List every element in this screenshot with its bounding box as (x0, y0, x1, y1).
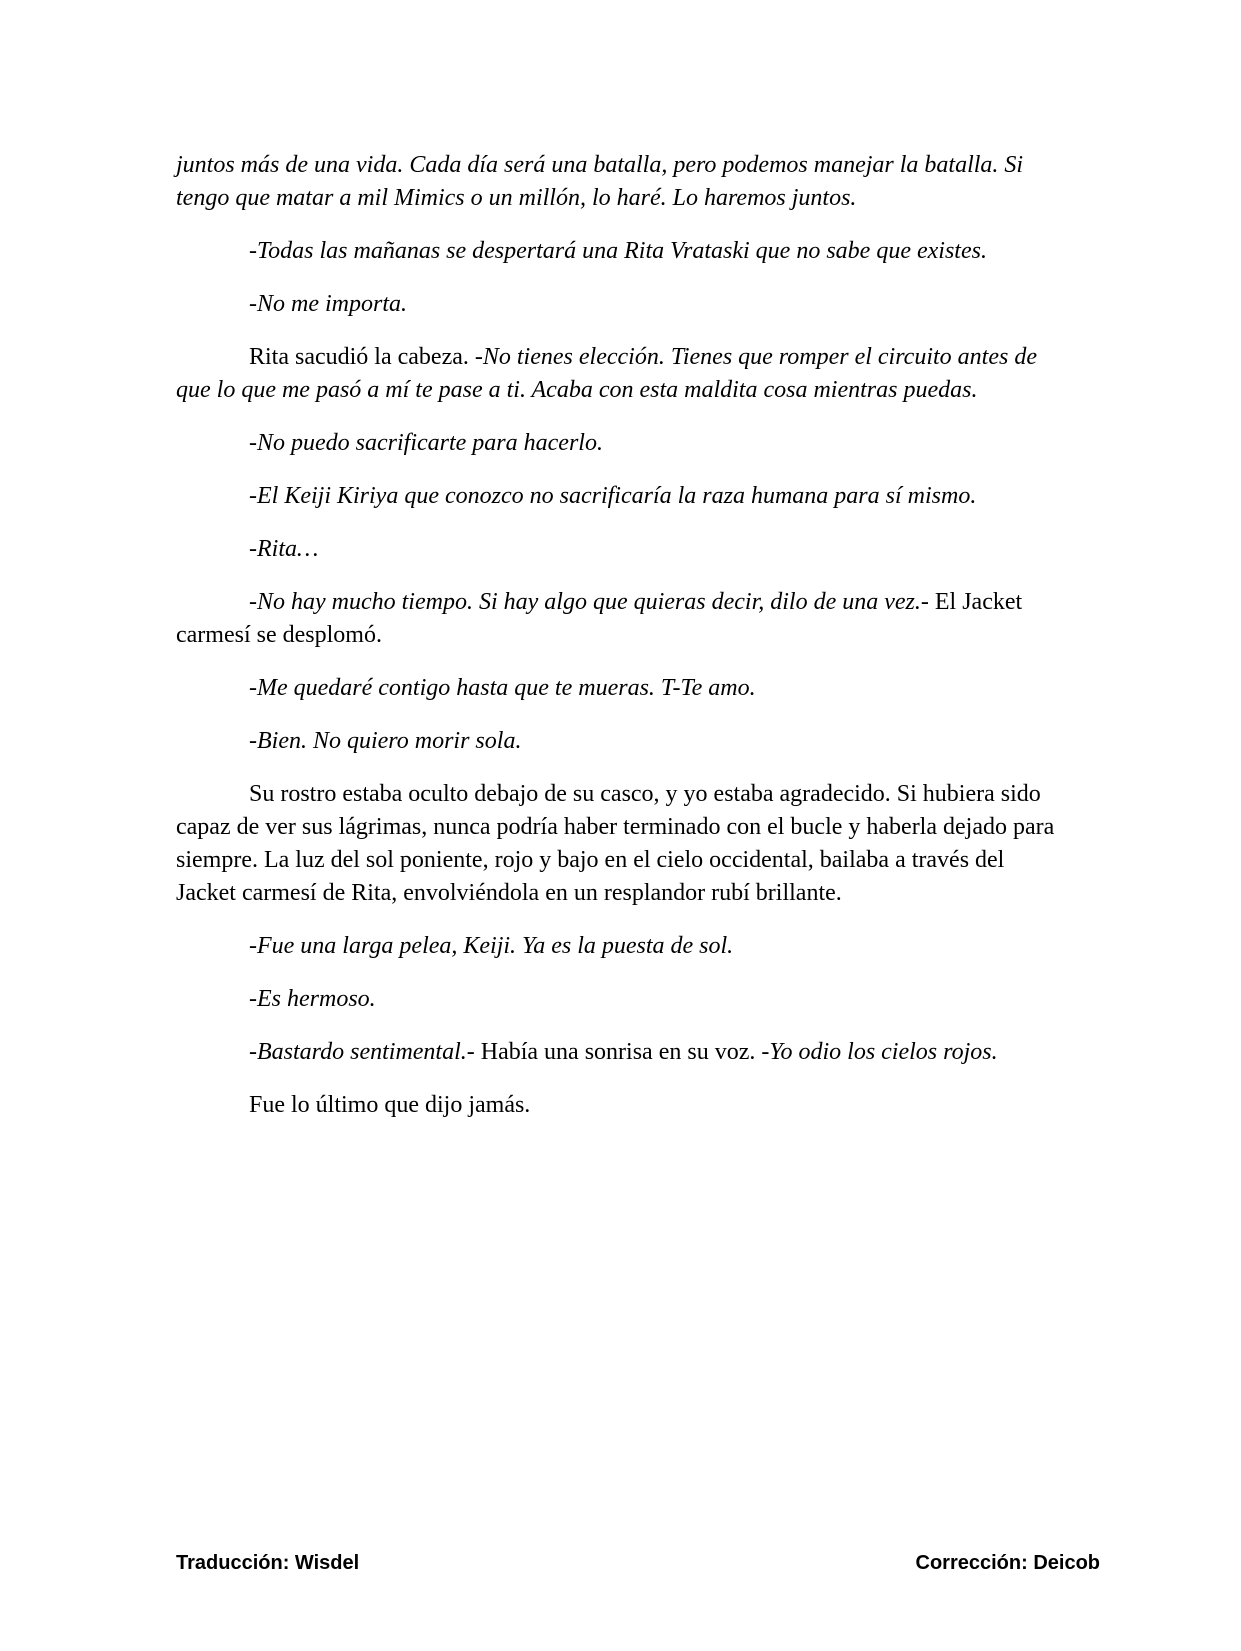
paragraph (176, 1089, 1068, 1122)
text-segment: -Bien. No quiero morir sola. (249, 728, 522, 754)
text-segment: Su rostro estaba oculto debajo de su casco, y yo estaba agradecido. Si hubiera sido capaz de ver sus lágrimas, nunca podría haber terminado con el bucle y haberla dejado para siempre. La luz del sol poniente, rojo y bajo en el cielo occidental, bailaba a través del Jacket carmesí de Rita, envolviéndola en un resplandor rubí brillante. (176, 781, 1055, 906)
text-segment: Rita sacudió la cabeza. (249, 344, 475, 370)
text-segment: -No hay mucho tiempo. Si hay algo que quieras decir, dilo de una vez.- (249, 589, 929, 615)
text-segment: -El Keiji Kiriya que conozco no sacrificaría la raza humana para sí mismo. (249, 483, 977, 509)
text-segment: -No puedo sacrificarte para hacerlo. (249, 430, 603, 456)
text-segment: -No tienes elección. Tienes que romper el circuito antes de que lo que me pasó a mí te pase a ti. Acaba con esta maldita cosa mientras puedas. (176, 344, 1037, 403)
document-body (176, 149, 1068, 1142)
text-segment: -Rita… (249, 536, 319, 562)
paragraph (176, 533, 1068, 566)
paragraph (176, 778, 1068, 910)
text-segment: -Yo odio los cielos rojos. (761, 1039, 998, 1065)
text-segment: Fue lo último que dijo jamás. (249, 1092, 531, 1118)
text-segment: -No me importa. (249, 291, 407, 317)
text-segment: Había una sonrisa en su voz. (474, 1039, 762, 1065)
text-segment: -Me quedaré contigo hasta que te mueras. T-Te amo. (249, 675, 756, 701)
paragraph (176, 672, 1068, 705)
paragraph (176, 288, 1068, 321)
paragraph (176, 480, 1068, 513)
translation-credit: Traducción: Wisdel (176, 1552, 360, 1574)
paragraph (176, 725, 1068, 758)
text-segment: -Bastardo sentimental.- (249, 1039, 475, 1065)
paragraph (176, 149, 1068, 215)
paragraph (176, 341, 1068, 407)
correction-credit: Corrección: Deicob (915, 1552, 1100, 1574)
text-segment: juntos más de una vida. Cada día será una batalla, pero podemos manejar la batalla. Si tengo que matar a mil Mimics o un millón, lo haré. Lo haremos juntos. (176, 152, 1024, 211)
text-segment: El Jacket carmesí se desplomó. (176, 589, 1023, 648)
paragraph (176, 427, 1068, 460)
paragraph (176, 930, 1068, 963)
text-segment: -Fue una larga pelea, Keiji. Ya es la puesta de sol. (249, 933, 734, 959)
text-segment: -Es hermoso. (249, 986, 376, 1012)
page-footer (176, 1552, 1100, 1574)
paragraph (176, 1036, 1068, 1069)
paragraph (176, 586, 1068, 652)
text-segment: -Todas las mañanas se despertará una Rita Vrataski que no sabe que existes. (249, 238, 987, 264)
paragraph (176, 983, 1068, 1016)
paragraph (176, 235, 1068, 268)
